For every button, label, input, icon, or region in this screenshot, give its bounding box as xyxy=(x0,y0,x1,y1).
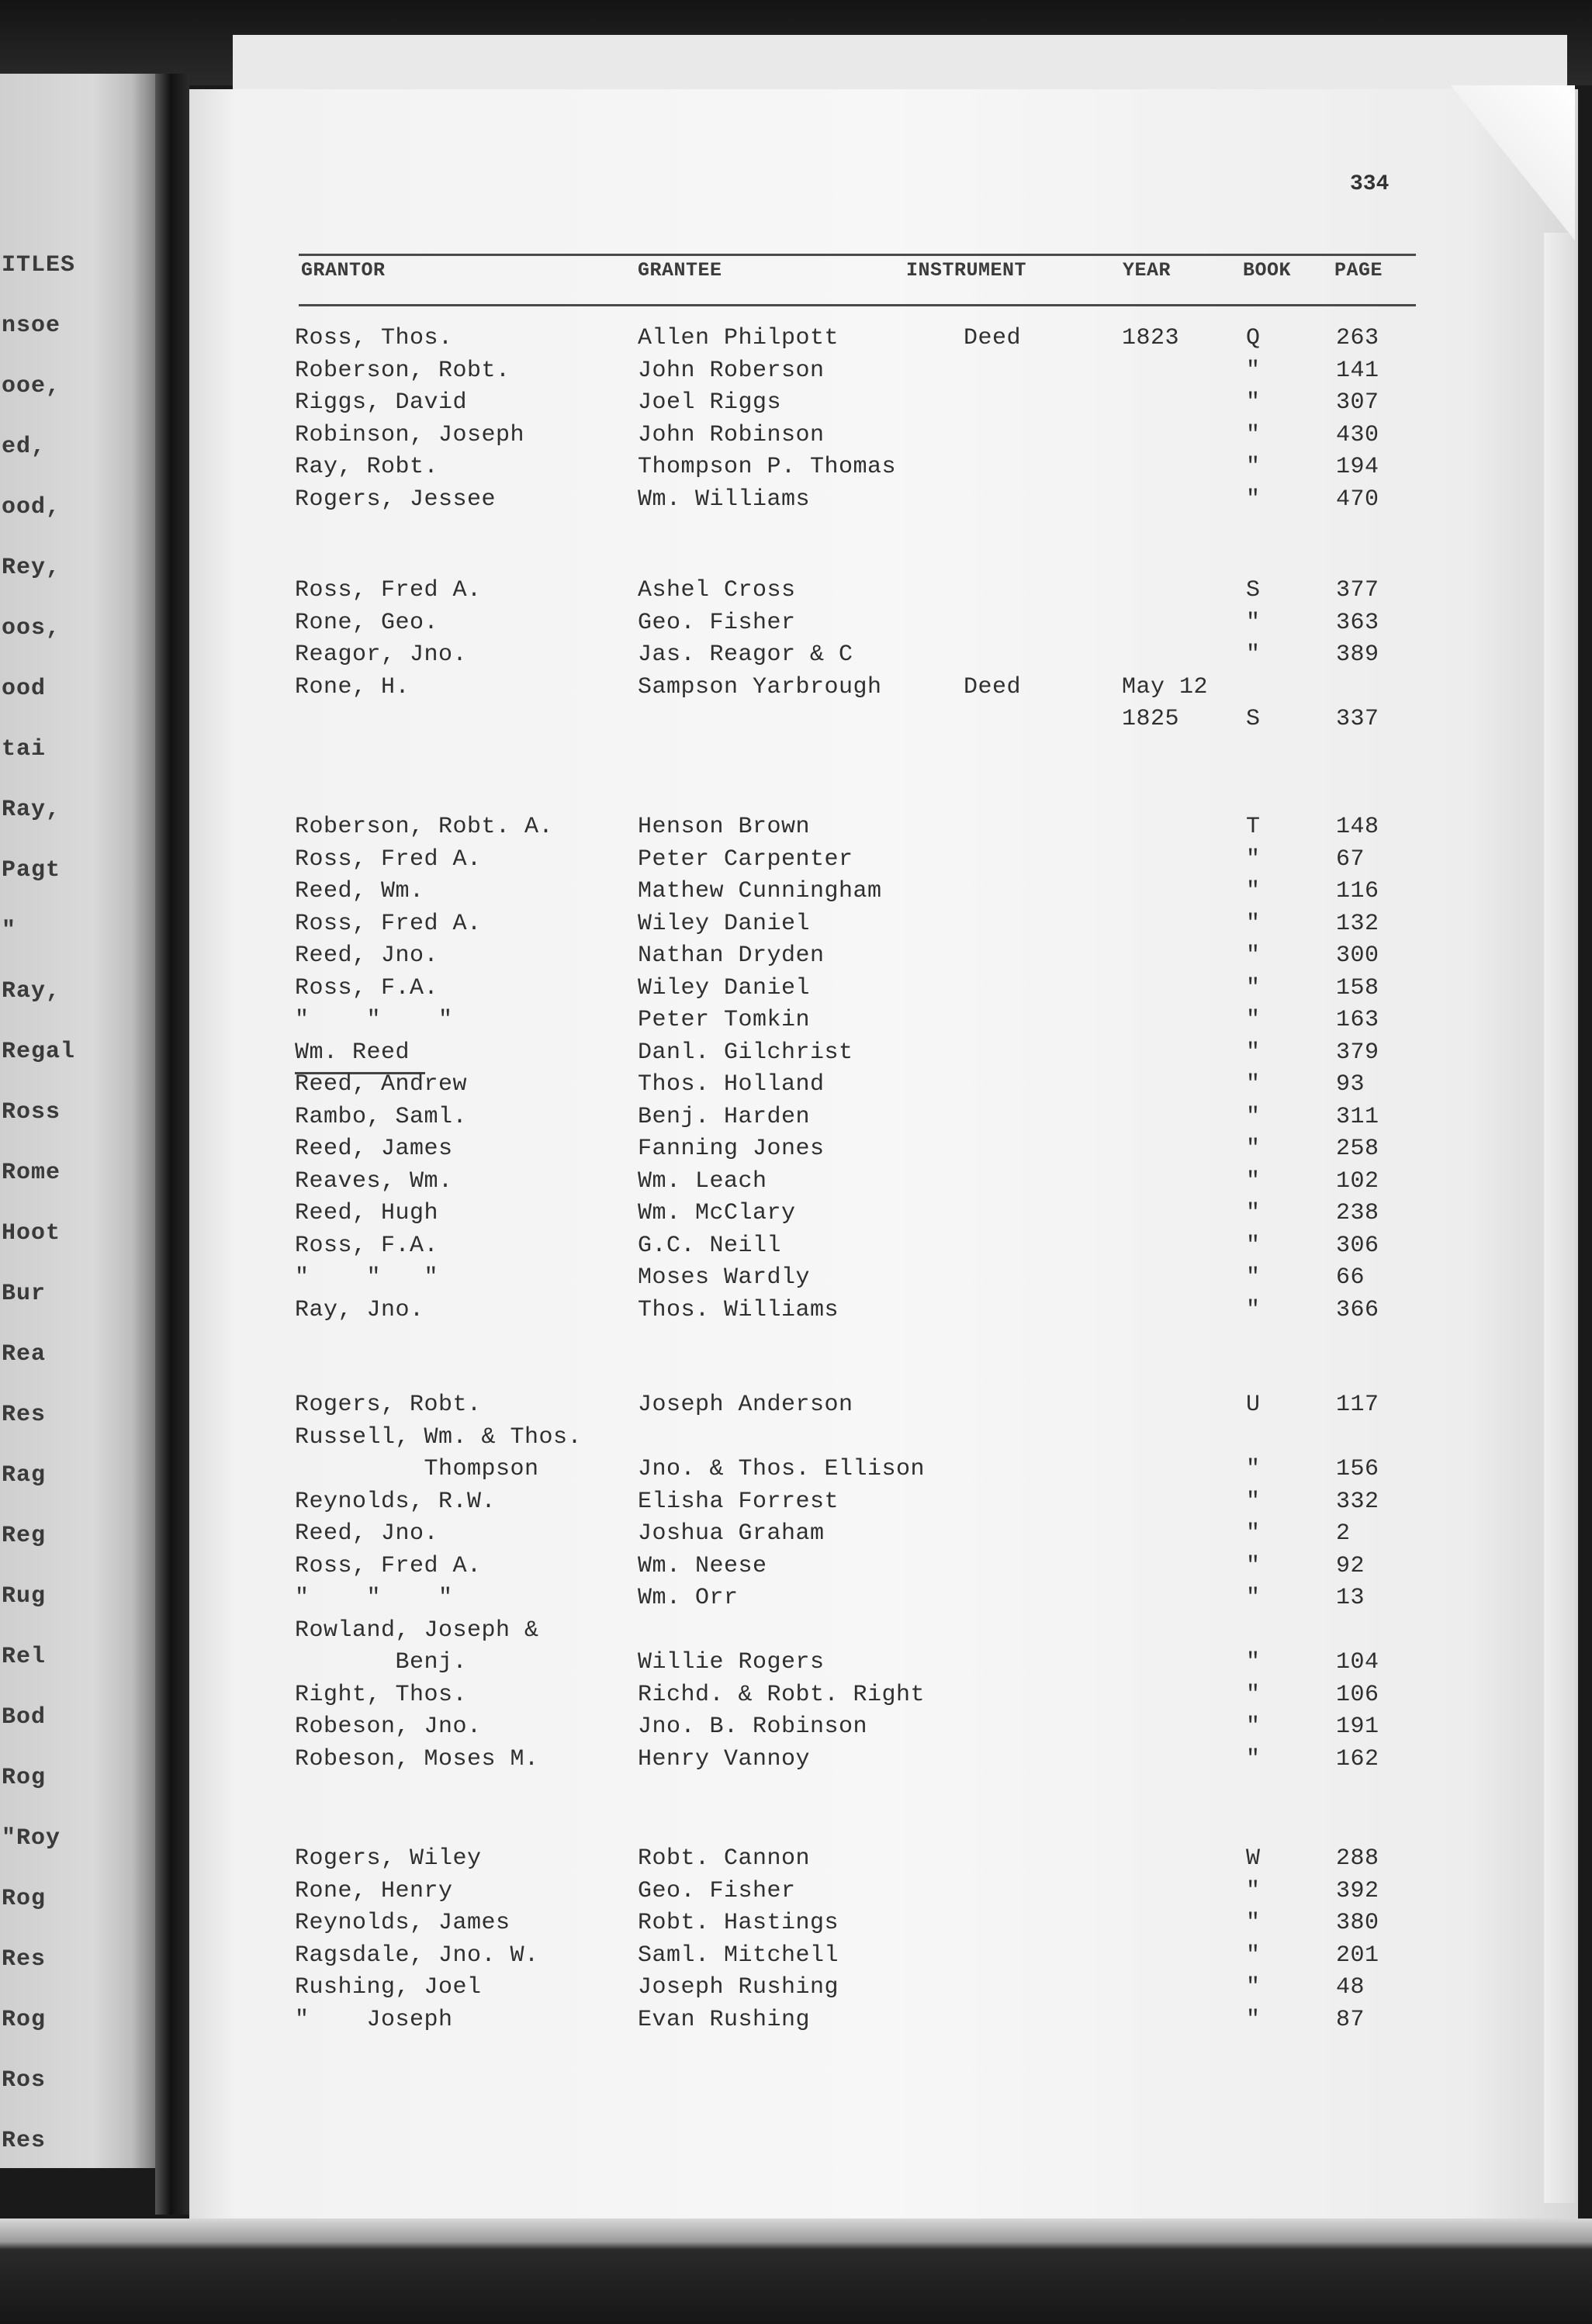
grantee-cell: Joseph Anderson xyxy=(638,1392,853,1418)
grantee-cell: Sampson Yarbrough xyxy=(638,673,882,700)
grantor-cell: Rone, H. xyxy=(295,673,410,700)
grantor-cell: Rone, Geo. xyxy=(295,609,439,636)
grantee-cell: Danl. Gilchrist xyxy=(638,1039,853,1066)
grantee-cell: Mathew Cunningham xyxy=(638,878,882,904)
left-page-fragment: Rag xyxy=(2,1462,47,1489)
grantor-cell: Roberson, Robt. xyxy=(295,357,510,384)
grantor-cell: Russell, Wm. & Thos. xyxy=(295,1423,583,1451)
page-cell: 366 xyxy=(1336,1296,1379,1323)
grantor-cell: Reed, Jno. xyxy=(295,1520,439,1547)
page-cell: 311 xyxy=(1336,1103,1379,1130)
grantor-cell: Robinson, Joseph xyxy=(295,421,525,448)
grantor-cell: Ross, F.A. xyxy=(295,974,439,1001)
page-cell: 67 xyxy=(1336,846,1365,873)
grantee-cell: G.C. Neill xyxy=(638,1232,782,1259)
grantor-cell: Right, Thos. xyxy=(295,1681,468,1708)
grantee-cell: Jas. Reagor & C xyxy=(638,642,853,668)
page-edge xyxy=(1544,233,1575,2203)
page-cell: 191 xyxy=(1336,1714,1379,1740)
film-border-bottom xyxy=(0,2219,1592,2324)
grantor-cell: Reed, Wm. xyxy=(295,878,424,904)
book-cell: " xyxy=(1246,1167,1261,1195)
book-cell: " xyxy=(1246,642,1261,668)
left-page-fragment: Rog xyxy=(2,1765,47,1791)
left-page-fragment: Hoot xyxy=(2,1220,61,1247)
grantee-cell: John Robinson xyxy=(638,421,825,448)
left-page-fragment: Rey, xyxy=(2,555,61,581)
grantee-cell: Willie Rogers xyxy=(638,1649,825,1676)
page-cell: 106 xyxy=(1336,1681,1379,1708)
instrument-cell: Deed xyxy=(964,673,1022,700)
grantee-cell: Peter Tomkin xyxy=(638,1007,811,1033)
grantor-cell: Roberson, Robt. A. xyxy=(295,814,554,840)
grantor-cell: Riggs, David xyxy=(295,389,468,416)
grantor-cell: Rogers, Robt. xyxy=(295,1392,482,1418)
book-cell: " xyxy=(1246,1456,1261,1482)
grantee-cell: John Roberson xyxy=(638,357,825,384)
left-page-fragment: Rog xyxy=(2,2007,47,2033)
grantee-cell: Ashel Cross xyxy=(638,577,796,603)
page-cell: 116 xyxy=(1336,878,1379,904)
page-cell: 392 xyxy=(1336,1877,1379,1904)
page-cell: 156 xyxy=(1336,1456,1379,1482)
grantee-cell: Geo. Fisher xyxy=(638,1877,796,1904)
grantor-cell: Rogers, Wiley xyxy=(295,1845,482,1872)
left-page-fragment: Rea xyxy=(2,1341,47,1368)
grantee-cell: Wm. Neese xyxy=(638,1552,767,1579)
year-cell: May 12 xyxy=(1122,673,1209,700)
page-cell: 92 xyxy=(1336,1552,1365,1579)
left-page-fragment: nsoe xyxy=(2,313,61,339)
book-cell: " xyxy=(1246,1877,1261,1904)
grantee-cell: Thos. Williams xyxy=(638,1296,839,1323)
page-cell: 306 xyxy=(1336,1232,1379,1259)
grantee-cell: Joshua Graham xyxy=(638,1520,825,1547)
page-cell: 307 xyxy=(1336,389,1379,416)
page-cell: 48 xyxy=(1336,1974,1365,2001)
page-cell: 141 xyxy=(1336,357,1379,384)
grantor-cell: Ross, Fred A. xyxy=(295,1552,482,1579)
left-page-fragment: Res xyxy=(2,2128,47,2154)
left-page-fragment: oos, xyxy=(2,615,61,642)
grantor-cell: Rambo, Saml. xyxy=(295,1103,468,1130)
book-cell: " xyxy=(1246,486,1261,513)
book-cell: " xyxy=(1246,1714,1261,1740)
grantor-cell: " " " xyxy=(295,1264,439,1291)
page-cell: 87 xyxy=(1336,2006,1365,2033)
grantee-cell: Nathan Dryden xyxy=(638,942,825,969)
page-cell: 288 xyxy=(1336,1845,1379,1872)
book-cell: " xyxy=(1246,1942,1261,1969)
grantor-cell: Ross, Fred A. xyxy=(295,910,482,937)
left-page-fragment: ed, xyxy=(2,434,47,460)
grantee-cell: Joseph Rushing xyxy=(638,1974,839,2001)
grantor-cell: Ray, Robt. xyxy=(295,454,439,480)
book-cell: " xyxy=(1246,1103,1261,1130)
grantee-cell: Joel Riggs xyxy=(638,389,782,416)
book-cell: " xyxy=(1246,1232,1261,1259)
grantee-cell: Wm. McClary xyxy=(638,1200,796,1226)
page-cell: 363 xyxy=(1336,609,1379,636)
grantee-cell: Moses Wardly xyxy=(638,1264,811,1291)
left-page-fragment: Bur xyxy=(2,1281,47,1307)
grantee-cell: Robt. Hastings xyxy=(638,1910,839,1936)
grantee-cell: Jno. B. Robinson xyxy=(638,1714,868,1740)
left-page-fragment: Ray, xyxy=(2,978,61,1005)
grantor-cell: Thompson xyxy=(295,1456,539,1482)
book-cell: " xyxy=(1246,1136,1261,1162)
left-page-fragment: Ros xyxy=(2,2067,47,2094)
grantee-cell: Wiley Daniel xyxy=(638,910,811,937)
book-cell: " xyxy=(1246,910,1261,937)
grantee-cell: Henry Vannoy xyxy=(638,1745,811,1772)
left-page-fragment: Res xyxy=(2,1946,47,1973)
grantee-cell: Robt. Cannon xyxy=(638,1845,811,1872)
grantee-cell: Evan Rushing xyxy=(638,2006,811,2033)
book-cell: " xyxy=(1246,1974,1261,2001)
book-cell: " xyxy=(1246,1264,1261,1291)
page-cell: 102 xyxy=(1336,1167,1379,1195)
grantor-cell: Ross, Thos. xyxy=(295,325,453,351)
left-page-fragment: Reg xyxy=(2,1523,47,1549)
grantor-cell: Reed, Hugh xyxy=(295,1200,439,1226)
grantee-cell: Geo. Fisher xyxy=(638,609,796,636)
header-book: BOOK xyxy=(1243,259,1292,282)
left-page-fragment: Rel xyxy=(2,1644,47,1670)
page-cell: 93 xyxy=(1336,1071,1365,1098)
grantor-cell: Ross, F.A. xyxy=(295,1232,439,1259)
grantee-cell: Benj. Harden xyxy=(638,1103,811,1130)
grantor-cell: Ross, Fred A. xyxy=(295,577,482,603)
book-cell: S xyxy=(1246,577,1261,603)
page-cell: 379 xyxy=(1336,1039,1379,1066)
left-page-fragment: Rug xyxy=(2,1583,47,1610)
year-cell: 1823 xyxy=(1122,325,1180,351)
left-page-fragment: Ross xyxy=(2,1099,61,1126)
book-cell: " xyxy=(1246,878,1261,904)
book-cell: S xyxy=(1246,706,1261,732)
page-cell: 104 xyxy=(1336,1649,1379,1676)
grantor-cell: Ross, Fred A. xyxy=(295,846,482,873)
left-page-fragment: Rome xyxy=(2,1160,61,1186)
book-cell: " xyxy=(1246,942,1261,969)
book-cell: " xyxy=(1246,1520,1261,1547)
grantee-cell: Peter Carpenter xyxy=(638,846,853,873)
grantee-cell: Thos. Holland xyxy=(638,1071,825,1098)
book-cell: " xyxy=(1246,1200,1261,1226)
grantee-cell: Wm. Orr xyxy=(638,1585,739,1611)
page-cell: 470 xyxy=(1336,486,1379,513)
book-cell: " xyxy=(1246,1910,1261,1936)
left-page-fragment: Bod xyxy=(2,1704,47,1731)
book-cell: " xyxy=(1246,357,1261,384)
grantee-cell: Jno. & Thos. Ellison xyxy=(638,1456,926,1482)
grantee-cell: Thompson P. Thomas xyxy=(638,454,897,480)
grantee-cell: Fanning Jones xyxy=(638,1136,825,1162)
grantor-cell: " " " xyxy=(295,1585,453,1611)
left-page-fragment: Res xyxy=(2,1402,47,1428)
grantee-cell: Elisha Forrest xyxy=(638,1488,839,1515)
instrument-cell: Deed xyxy=(964,325,1022,351)
page-cell: 377 xyxy=(1336,577,1379,603)
header-grantee: GRANTEE xyxy=(638,259,722,282)
book-cell: " xyxy=(1246,1296,1261,1323)
left-page-fragment: ITLES xyxy=(2,252,76,278)
page-cell: 148 xyxy=(1336,814,1379,840)
header-rule-top xyxy=(299,254,1416,256)
grantor-cell: Benj. xyxy=(295,1649,468,1676)
left-page-fragment: Pagt xyxy=(2,857,61,884)
page-cell: 194 xyxy=(1336,454,1379,480)
grantee-cell: Henson Brown xyxy=(638,814,811,840)
page-cell: 238 xyxy=(1336,1200,1379,1226)
book-cell: Q xyxy=(1246,325,1261,351)
book-cell: " xyxy=(1246,1681,1261,1708)
header-instrument: INSTRUMENT xyxy=(906,259,1027,282)
book-cell: " xyxy=(1246,454,1261,480)
left-page-fragment: ood xyxy=(2,676,47,702)
grantor-cell: Rushing, Joel xyxy=(295,1974,482,2001)
grantee-cell: Allen Philpott xyxy=(638,325,839,351)
page-cell: 163 xyxy=(1336,1007,1379,1033)
page-cell: 300 xyxy=(1336,942,1379,969)
page-cell: 158 xyxy=(1336,974,1379,1001)
page-cell: 337 xyxy=(1336,706,1379,732)
left-page-fragment: Regal xyxy=(2,1039,76,1065)
page-cell: 2 xyxy=(1336,1520,1351,1547)
grantor-cell: Reagor, Jno. xyxy=(295,642,468,668)
grantor-cell: Reed, Andrew xyxy=(295,1071,468,1098)
page-cell: 258 xyxy=(1336,1136,1379,1162)
left-page-fragment: Rog xyxy=(2,1886,47,1912)
page-cell: 263 xyxy=(1336,325,1379,351)
book-cell: " xyxy=(1246,2006,1261,2033)
page-cell: 389 xyxy=(1336,642,1379,668)
page-cell: 380 xyxy=(1336,1910,1379,1936)
book-cell: " xyxy=(1246,1039,1261,1066)
left-page-fragment: Ray, xyxy=(2,797,61,823)
page-cell: 13 xyxy=(1336,1585,1365,1611)
book-cell: " xyxy=(1246,846,1261,873)
grantor-cell: Reynolds, James xyxy=(295,1910,510,1936)
year-cell: 1825 xyxy=(1122,706,1180,732)
book-cell: " xyxy=(1246,1552,1261,1579)
header-grantor: GRANTOR xyxy=(301,259,386,282)
left-page-fragment: ooe, xyxy=(2,373,61,399)
grantor-cell: Reynolds, R.W. xyxy=(295,1488,497,1515)
book-cell: " xyxy=(1246,1071,1261,1098)
left-page-fragment: ood, xyxy=(2,494,61,520)
adjacent-page-left xyxy=(0,74,155,2168)
book-cell: " xyxy=(1246,974,1261,1001)
page-cell: 66 xyxy=(1336,1264,1365,1291)
grantor-cell: Ragsdale, Jno. W. xyxy=(295,1942,539,1969)
book-cell: " xyxy=(1246,421,1261,448)
grantee-cell: Richd. & Robt. Right xyxy=(638,1681,926,1708)
page-cell: 332 xyxy=(1336,1488,1379,1515)
grantor-cell: Reed, Jno. xyxy=(295,942,439,969)
grantor-cell: Reaves, Wm. xyxy=(295,1167,453,1195)
book-cell: " xyxy=(1246,609,1261,636)
header-year: YEAR xyxy=(1123,259,1172,282)
book-cell: " xyxy=(1246,1007,1261,1033)
grantor-cell: Robeson, Jno. xyxy=(295,1714,482,1740)
book-cell: W xyxy=(1246,1845,1261,1872)
grantor-cell: " " " xyxy=(295,1007,453,1033)
book-cell: U xyxy=(1246,1392,1261,1418)
page-cell: 162 xyxy=(1336,1745,1379,1772)
grantor-cell: Rogers, Jessee xyxy=(295,486,497,513)
header-rule-bottom xyxy=(299,304,1416,306)
page-cell: 201 xyxy=(1336,1942,1379,1969)
book-cell: T xyxy=(1246,814,1261,840)
grantor-cell: Wm. Reed xyxy=(295,1039,410,1066)
grantor-cell: Rowland, Joseph & xyxy=(295,1617,539,1644)
left-page-fragment: " xyxy=(2,918,17,944)
left-page-fragment: "Roy xyxy=(2,1825,61,1852)
grantee-cell: Wm. Leach xyxy=(638,1167,767,1195)
page-number: 334 xyxy=(1350,172,1390,196)
grantor-cell: Robeson, Moses M. xyxy=(295,1745,539,1772)
left-page-fragment: tai xyxy=(2,736,47,763)
book-cell: " xyxy=(1246,1649,1261,1676)
book-cell: " xyxy=(1246,1585,1261,1611)
book-cell: " xyxy=(1246,389,1261,416)
page-cell: 430 xyxy=(1336,421,1379,448)
book-cell: " xyxy=(1246,1745,1261,1772)
book-cell: " xyxy=(1246,1488,1261,1515)
page-cell: 132 xyxy=(1336,910,1379,937)
grantor-cell: Reed, James xyxy=(295,1136,453,1162)
grantor-cell: Ray, Jno. xyxy=(295,1296,424,1323)
grantee-cell: Wm. Williams xyxy=(638,486,811,513)
grantor-cell: Rone, Henry xyxy=(295,1877,453,1904)
book-gutter xyxy=(155,74,189,2215)
header-page: PAGE xyxy=(1334,259,1383,282)
page-cell: 117 xyxy=(1336,1392,1379,1418)
grantor-cell: " Joseph xyxy=(295,2006,453,2033)
grantee-cell: Saml. Mitchell xyxy=(638,1942,839,1969)
grantee-cell: Wiley Daniel xyxy=(638,974,811,1001)
